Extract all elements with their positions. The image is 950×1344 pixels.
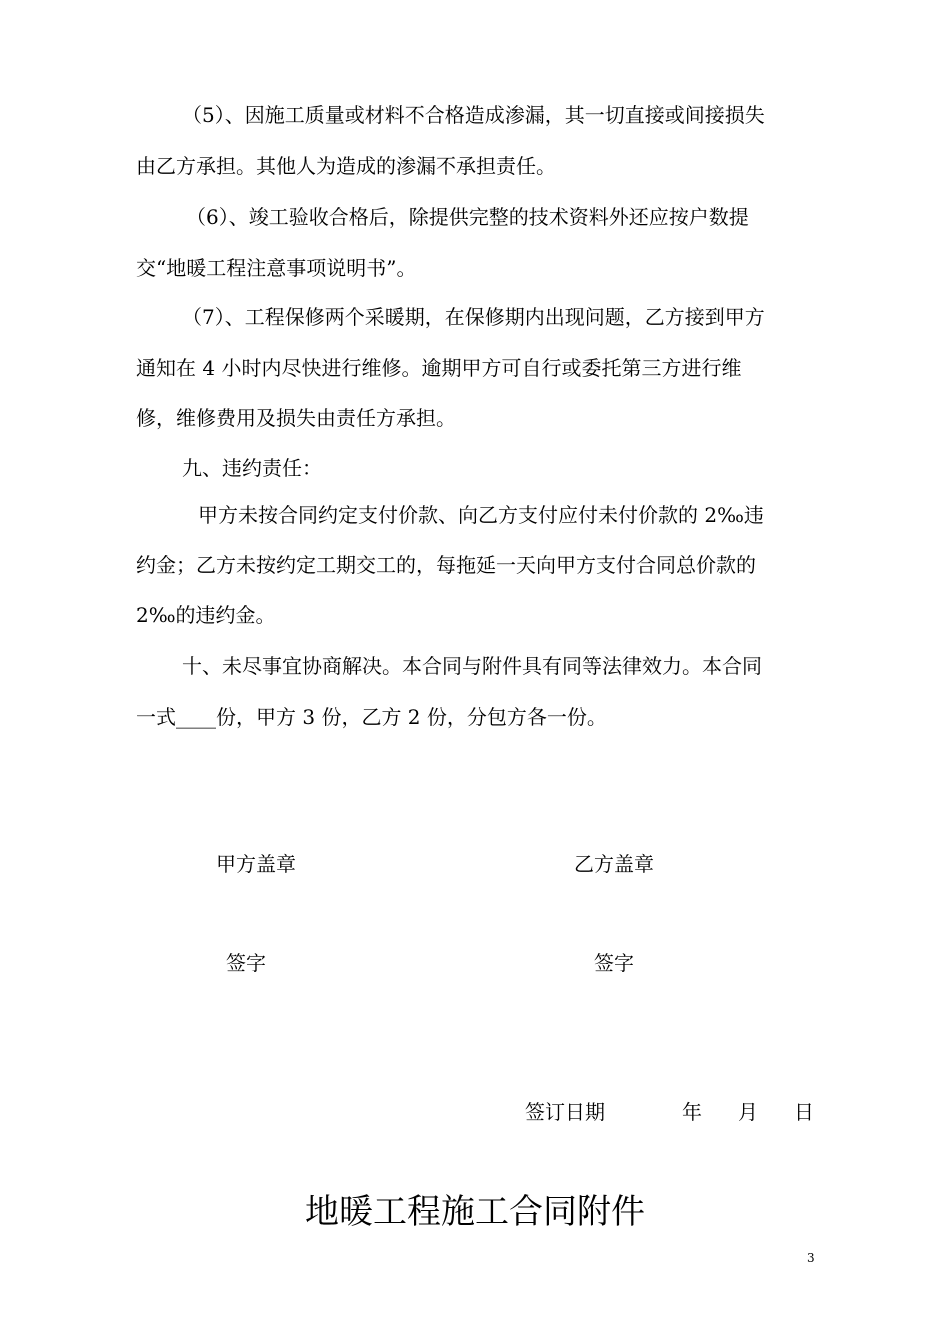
party-b-seal-label: 乙方盖章 <box>574 852 654 876</box>
clause-7-line-1: （7）、工程保修两个采暖期，在保修期内出现问题，乙方接到甲方 <box>182 305 765 329</box>
breach-line-1: 甲方未按合同约定支付价款、向乙方支付应付未付价款的 2‰违 <box>198 503 764 527</box>
section-10-line-2: 一式____份，甲方 3 份，乙方 2 份，分包方各一份。 <box>136 705 607 729</box>
date-day-label: 日 <box>794 1100 814 1124</box>
date-year-label: 年 <box>682 1100 702 1124</box>
page-number: 3 <box>807 1251 815 1265</box>
party-a-sign-label: 签字 <box>226 951 266 975</box>
party-a-seal-label: 甲方盖章 <box>216 852 296 876</box>
clause-6-line-1: （6）、竣工验收合格后，除提供完整的技术资料外还应按户数提 <box>186 205 749 229</box>
clause-5-line-2: 由乙方承担。其他人为造成的渗漏不承担责任。 <box>136 154 556 178</box>
breach-line-3: 2‰的违约金。 <box>136 603 276 627</box>
clause-7-line-2: 通知在 4 小时内尽快进行维修。逾期甲方可自行或委托第三方进行维 <box>136 356 742 380</box>
section-10-line-1: 十、未尽事宜协商解决。本合同与附件具有同等法律效力。本合同 <box>182 654 762 678</box>
section-9-heading: 九、违约责任： <box>182 456 322 480</box>
clause-5-line-1: （5）、因施工质量或材料不合格造成渗漏，其一切直接或间接损失 <box>182 103 765 127</box>
party-b-sign-label: 签字 <box>594 951 634 975</box>
date-month-label: 月 <box>738 1100 758 1124</box>
signing-date-label: 签订日期 <box>525 1100 605 1124</box>
breach-line-2: 约金；乙方未按约定工期交工的，每拖延一天向甲方支付合同总价款的 <box>136 553 756 577</box>
clause-6-line-2: 交“地暖工程注意事项说明书”。 <box>136 256 417 280</box>
clause-7-line-3: 修，维修费用及损失由责任方承担。 <box>136 406 456 430</box>
appendix-title: 地暖工程施工合同附件 <box>305 1192 645 1232</box>
